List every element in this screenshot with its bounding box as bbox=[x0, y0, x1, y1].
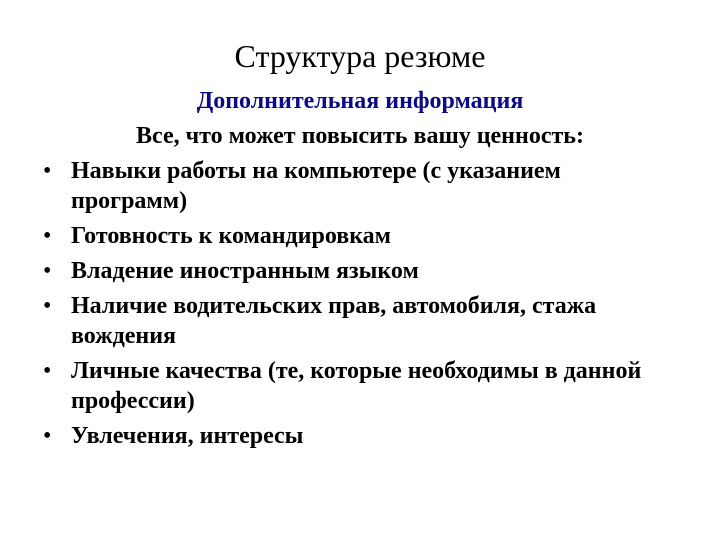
bullet-text: Личные качества (те, которые необходимы в данной профессии) bbox=[71, 358, 642, 414]
bullet-list bbox=[38, 156, 678, 456]
slide-title: Структура резюме bbox=[234, 38, 486, 74]
bullet-item bbox=[38, 156, 678, 216]
bullet-item bbox=[38, 291, 678, 351]
bullet-icon: • bbox=[43, 293, 52, 319]
bullet-text: Владение иностранным языком bbox=[71, 258, 419, 284]
bullet-item bbox=[38, 356, 678, 416]
bullet-icon: • bbox=[43, 358, 52, 384]
bullet-icon: • bbox=[43, 158, 52, 184]
slide-subtitle: Дополнительная информация bbox=[196, 88, 524, 114]
bullet-icon: • bbox=[43, 223, 52, 249]
bullet-icon: • bbox=[43, 258, 52, 284]
bullet-item bbox=[38, 256, 678, 286]
bullet-item bbox=[38, 221, 678, 251]
bullet-text: Увлечения, интересы bbox=[71, 423, 304, 449]
bullet-text: Навыки работы на компьютере (с указанием программ) bbox=[71, 158, 561, 214]
bullet-text: Готовность к командировкам bbox=[71, 223, 392, 249]
bullet-item bbox=[38, 421, 678, 451]
bullet-text: Наличие водительских прав, автомобиля, стажа вождения bbox=[71, 293, 597, 349]
intro-text: Все, что может повысить вашу ценность: bbox=[136, 123, 584, 149]
bullet-icon: • bbox=[43, 423, 52, 449]
